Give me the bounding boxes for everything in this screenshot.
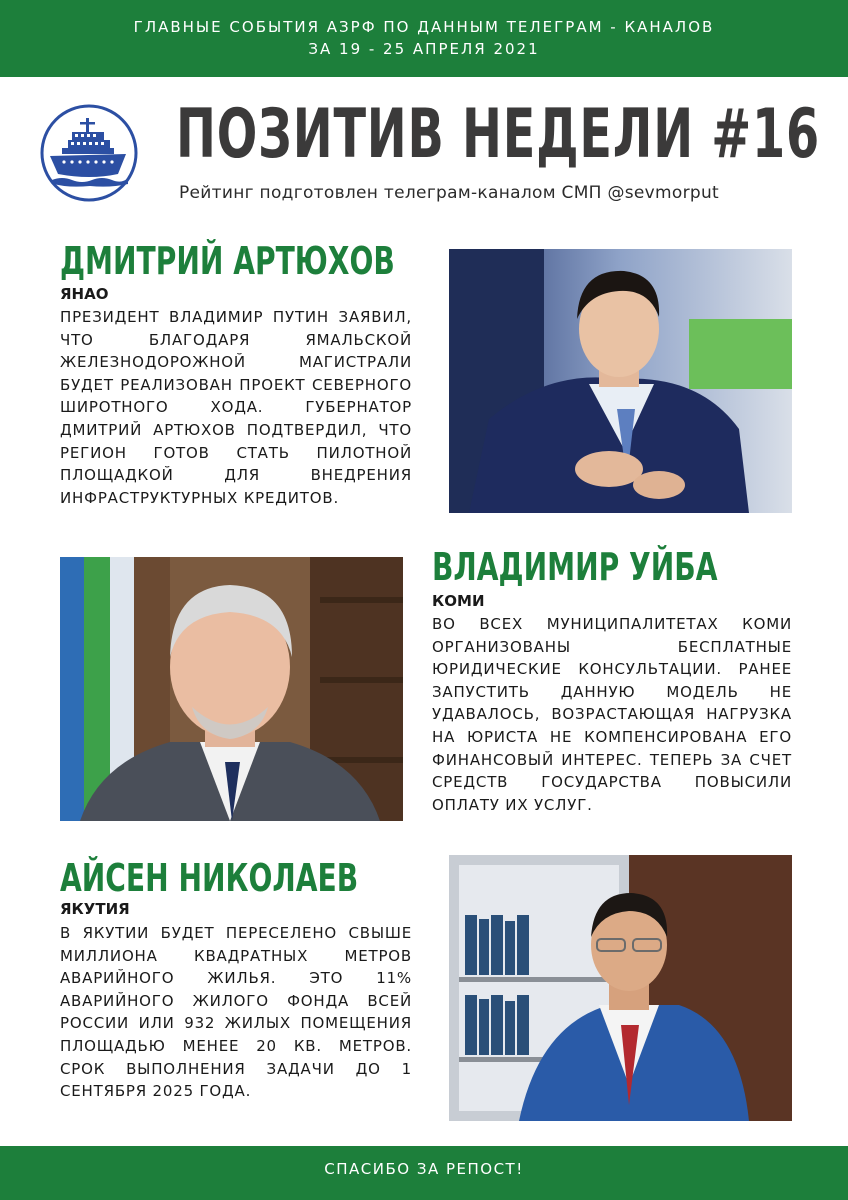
portrait-photo [60,557,403,821]
header-date-range: ЗА 19 - 25 АПРЕЛЯ 2021 [308,40,540,58]
entry-region: ЯКУТИЯ [60,900,130,918]
entry-region: ЯНАО [60,285,109,303]
entry-text: ВО ВСЕХ МУНИЦИПАЛИТЕТАХ КОМИ ОРГАНИЗОВАНЫ БЕСПЛАТНЫЕ ЮРИДИЧЕСКИЕ КОНСУЛЬТАЦИИ. РАНЕЕ ЗАПУСТИТЬ ДАННУЮ МОДЕЛЬ НЕ УДАВАЛОСЬ, ВОЗРАСТАЮЩАЯ НАГРУЗКА НА ЮРИСТА НЕ КОМПЕНСИРОВАНА ЕГО ФИНАНСОВЫЙ ИНТЕРЕС. ТЕПЕРЬ ЗА СЧЕТ СРЕДСТВ ГОСУДАРСТВА ПОВЫСИЛИ ОПЛАТУ ИХ УСЛУГ. [432,615,792,814]
entry-name: ВЛАДИМИР УЙБА [432,545,718,589]
page-title: ПОЗИТИВ НЕДЕЛИ #16 [176,95,821,174]
portrait-photo [449,249,792,513]
entry-text: ПРЕЗИДЕНТ ВЛАДИМИР ПУТИН ЗАЯВИЛ, ЧТО БЛАГОДАРЯ ЯМАЛЬСКОЙ ЖЕЛЕЗНОДОРОЖНОЙ МАГИСТРАЛИ БУДЕТ РЕАЛИЗОВАН ПРОЕКТ СЕВЕРНОГО ШИРОТНОГО ХОДА. ГУБЕРНАТОР ДМИТРИЙ АРТЮХОВ ПОДТВЕРДИЛ, ЧТО РЕГИОН ГОТОВ СТАТЬ ПИЛОТНОЙ ПЛОЩАДКОЙ ДЛЯ ВНЕДРЕНИЯ ИНФРАСТРУКТУРНЫХ КРЕДИТОВ. [60,308,412,507]
footer-banner [0,1146,848,1200]
portrait-photo [449,855,792,1121]
icebreaker-ship-icon [40,104,138,202]
header-banner [0,0,848,77]
entry-region: КОМИ [432,592,485,610]
footer-text: СПАСИБО ЗА РЕПОСТ! [324,1160,524,1178]
entry-name: АЙСЕН НИКОЛАЕВ [60,856,359,900]
entry-name: ДМИТРИЙ АРТЮХОВ [60,239,395,283]
entry-text: В ЯКУТИИ БУДЕТ ПЕРЕСЕЛЕНО СВЫШЕ МИЛЛИОНА КВАДРАТНЫХ МЕТРОВ АВАРИЙНОГО ЖИЛЬЯ. ЭТО 11% АВАРИЙНОГО ЖИЛОГО ФОНДА ВСЕЙ РОССИИ ИЛИ 932 ЖИЛЫХ ПОМЕЩЕНИЯ ПЛОЩАДЬЮ МЕНЕЕ 20 КВ. МЕТРОВ. СРОК ВЫПОЛНЕНИЯ ЗАДАЧИ ДО 1 СЕНТЯБРЯ 2025 ГОДА. [60,924,412,1101]
page-subtitle: Рейтинг подготовлен телеграм-каналом СМП @sevmorput [179,183,720,203]
header-title: ГЛАВНЫЕ СОБЫТИЯ АЗРФ ПО ДАННЫМ ТЕЛЕГРАМ - КАНАЛОВ [133,18,715,36]
